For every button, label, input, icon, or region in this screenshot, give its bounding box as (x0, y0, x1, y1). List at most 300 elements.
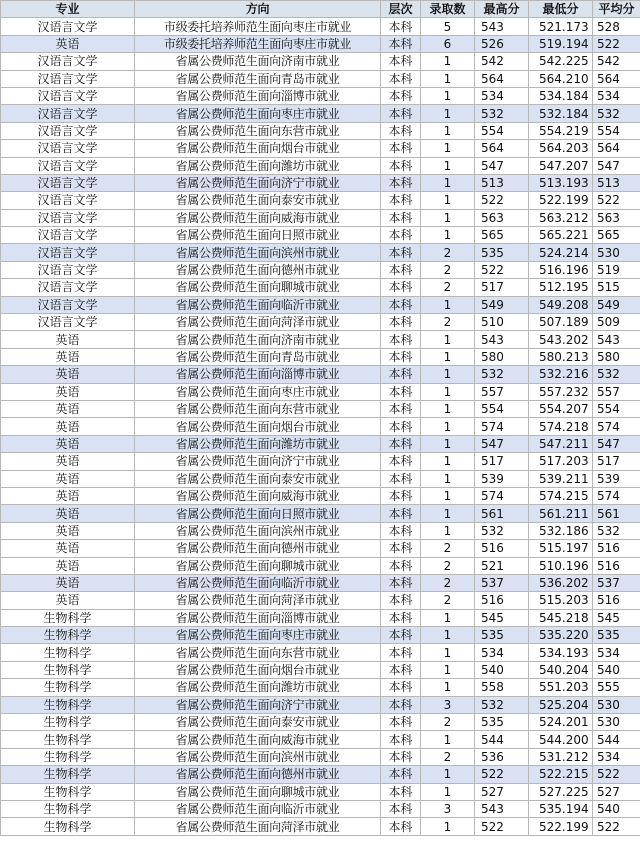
cell-avg-score: 540 (593, 800, 640, 817)
cell-major: 汉语言文学 (1, 279, 135, 296)
cell-min-score: 532.184 (529, 105, 593, 122)
cell-level: 本科 (381, 435, 421, 452)
cell-major: 汉语言文学 (1, 87, 135, 104)
cell-max-score: 549 (475, 296, 529, 313)
cell-min-score: 543.202 (529, 331, 593, 348)
cell-max-score: 543 (475, 800, 529, 817)
cell-admitted-count: 2 (421, 279, 475, 296)
table-row (1, 696, 640, 713)
cell-avg-score: 534 (593, 644, 640, 661)
cell-avg-score: 522 (593, 818, 640, 835)
cell-direction: 省属公费师范生面向潍坊市就业 (135, 679, 381, 696)
cell-level: 本科 (381, 122, 421, 139)
cell-admitted-count: 1 (421, 766, 475, 783)
cell-level: 本科 (381, 714, 421, 731)
cell-max-score: 516 (475, 592, 529, 609)
header-admitted-count: 录取数 (421, 1, 475, 18)
table-row (1, 453, 640, 470)
cell-max-score: 516 (475, 540, 529, 557)
cell-max-score: 564 (475, 140, 529, 157)
table-row (1, 470, 640, 487)
cell-level: 本科 (381, 731, 421, 748)
cell-level: 本科 (381, 505, 421, 522)
cell-min-score: 512.195 (529, 279, 593, 296)
cell-avg-score: 547 (593, 435, 640, 452)
table-row (1, 574, 640, 591)
cell-admitted-count: 3 (421, 696, 475, 713)
cell-direction: 省属公费师范生面向聊城市就业 (135, 279, 381, 296)
cell-max-score: 527 (475, 783, 529, 800)
table-row (1, 522, 640, 539)
cell-max-score: 517 (475, 453, 529, 470)
cell-min-score: 540.204 (529, 661, 593, 678)
cell-admitted-count: 2 (421, 714, 475, 731)
cell-admitted-count: 1 (421, 383, 475, 400)
table-row (1, 487, 640, 504)
cell-major: 汉语言文学 (1, 53, 135, 70)
cell-admitted-count: 2 (421, 748, 475, 765)
cell-max-score: 532 (475, 366, 529, 383)
cell-max-score: 532 (475, 105, 529, 122)
cell-max-score: 517 (475, 279, 529, 296)
cell-level: 本科 (381, 574, 421, 591)
cell-min-score: 551.203 (529, 679, 593, 696)
cell-level: 本科 (381, 227, 421, 244)
cell-level: 本科 (381, 453, 421, 470)
cell-admitted-count: 1 (421, 418, 475, 435)
cell-major: 生物科学 (1, 818, 135, 835)
cell-level: 本科 (381, 140, 421, 157)
cell-avg-score: 532 (593, 522, 640, 539)
cell-level: 本科 (381, 609, 421, 626)
cell-avg-score: 537 (593, 574, 640, 591)
cell-major: 汉语言文学 (1, 18, 135, 35)
header-level: 层次 (381, 1, 421, 18)
table-row (1, 209, 640, 226)
cell-admitted-count: 2 (421, 540, 475, 557)
cell-admitted-count: 1 (421, 470, 475, 487)
cell-level: 本科 (381, 261, 421, 278)
cell-direction: 省属公费师范生面向日照市就业 (135, 505, 381, 522)
cell-direction: 市级委托培养师范生面向枣庄市就业 (135, 35, 381, 52)
cell-avg-score: 547 (593, 157, 640, 174)
cell-min-score: 535.220 (529, 627, 593, 644)
cell-max-score: 544 (475, 731, 529, 748)
cell-level: 本科 (381, 540, 421, 557)
cell-level: 本科 (381, 314, 421, 331)
cell-admitted-count: 1 (421, 87, 475, 104)
cell-major: 英语 (1, 574, 135, 591)
cell-level: 本科 (381, 366, 421, 383)
cell-major: 生物科学 (1, 679, 135, 696)
cell-admitted-count: 1 (421, 105, 475, 122)
cell-level: 本科 (381, 174, 421, 191)
table-row (1, 627, 640, 644)
cell-major: 英语 (1, 557, 135, 574)
cell-min-score: 532.216 (529, 366, 593, 383)
cell-min-score: 524.214 (529, 244, 593, 261)
cell-min-score: 554.219 (529, 122, 593, 139)
cell-avg-score: 555 (593, 679, 640, 696)
cell-avg-score: 532 (593, 366, 640, 383)
cell-min-score: 510.196 (529, 557, 593, 574)
cell-avg-score: 530 (593, 696, 640, 713)
cell-avg-score: 557 (593, 383, 640, 400)
cell-min-score: 563.212 (529, 209, 593, 226)
table-row (1, 296, 640, 313)
cell-direction: 省属公费师范生面向泰安市就业 (135, 470, 381, 487)
cell-admitted-count: 1 (421, 227, 475, 244)
cell-level: 本科 (381, 192, 421, 209)
cell-admitted-count: 1 (421, 122, 475, 139)
cell-avg-score: 522 (593, 35, 640, 52)
cell-min-score: 522.199 (529, 192, 593, 209)
cell-max-score: 535 (475, 714, 529, 731)
cell-level: 本科 (381, 522, 421, 539)
cell-avg-score: 542 (593, 53, 640, 70)
cell-level: 本科 (381, 331, 421, 348)
header-max-score: 最高分 (475, 1, 529, 18)
cell-admitted-count: 1 (421, 174, 475, 191)
cell-admitted-count: 6 (421, 35, 475, 52)
cell-direction: 省属公费师范生面向潍坊市就业 (135, 435, 381, 452)
cell-direction: 省属公费师范生面向菏泽市就业 (135, 592, 381, 609)
cell-max-score: 574 (475, 418, 529, 435)
header-min-score: 最低分 (529, 1, 593, 18)
cell-min-score: 515.203 (529, 592, 593, 609)
cell-max-score: 561 (475, 505, 529, 522)
cell-level: 本科 (381, 296, 421, 313)
cell-max-score: 557 (475, 383, 529, 400)
cell-avg-score: 515 (593, 279, 640, 296)
cell-direction: 省属公费师范生面向德州市就业 (135, 766, 381, 783)
cell-max-score: 522 (475, 766, 529, 783)
cell-min-score: 547.211 (529, 435, 593, 452)
cell-min-score: 561.211 (529, 505, 593, 522)
cell-admitted-count: 1 (421, 140, 475, 157)
cell-admitted-count: 1 (421, 627, 475, 644)
cell-direction: 省属公费师范生面向烟台市就业 (135, 661, 381, 678)
table-row (1, 505, 640, 522)
cell-direction: 省属公费师范生面向青岛市就业 (135, 70, 381, 87)
cell-level: 本科 (381, 53, 421, 70)
cell-min-score: 544.200 (529, 731, 593, 748)
cell-max-score: 534 (475, 644, 529, 661)
cell-admitted-count: 2 (421, 574, 475, 591)
cell-direction: 省属公费师范生面向东营市就业 (135, 400, 381, 417)
cell-major: 汉语言文学 (1, 174, 135, 191)
cell-max-score: 545 (475, 609, 529, 626)
cell-direction: 省属公费师范生面向菏泽市就业 (135, 818, 381, 835)
cell-direction: 省属公费师范生面向东营市就业 (135, 122, 381, 139)
cell-major: 汉语言文学 (1, 261, 135, 278)
cell-direction: 省属公费师范生面向滨州市就业 (135, 748, 381, 765)
cell-admitted-count: 1 (421, 453, 475, 470)
table-row (1, 53, 640, 70)
cell-max-score: 521 (475, 557, 529, 574)
table-row (1, 18, 640, 35)
table-row (1, 174, 640, 191)
cell-admitted-count: 1 (421, 818, 475, 835)
cell-admitted-count: 1 (421, 505, 475, 522)
cell-level: 本科 (381, 644, 421, 661)
cell-max-score: 564 (475, 70, 529, 87)
cell-major: 生物科学 (1, 748, 135, 765)
header-row (1, 1, 640, 18)
cell-max-score: 543 (475, 18, 529, 35)
cell-level: 本科 (381, 18, 421, 35)
cell-max-score: 580 (475, 348, 529, 365)
cell-min-score: 565.221 (529, 227, 593, 244)
cell-direction: 省属公费师范生面向淄博市就业 (135, 87, 381, 104)
cell-admitted-count: 2 (421, 557, 475, 574)
cell-min-score: 513.193 (529, 174, 593, 191)
cell-direction: 省属公费师范生面向威海市就业 (135, 209, 381, 226)
cell-max-score: 510 (475, 314, 529, 331)
cell-major: 汉语言文学 (1, 314, 135, 331)
cell-avg-score: 565 (593, 227, 640, 244)
cell-major: 生物科学 (1, 800, 135, 817)
table-row (1, 540, 640, 557)
table-row (1, 731, 640, 748)
cell-major: 生物科学 (1, 731, 135, 748)
cell-min-score: 536.202 (529, 574, 593, 591)
cell-major: 汉语言文学 (1, 192, 135, 209)
cell-admitted-count: 2 (421, 261, 475, 278)
cell-avg-score: 540 (593, 661, 640, 678)
table-row (1, 383, 640, 400)
cell-level: 本科 (381, 244, 421, 261)
cell-max-score: 539 (475, 470, 529, 487)
cell-major: 汉语言文学 (1, 209, 135, 226)
table-row (1, 400, 640, 417)
cell-avg-score: 535 (593, 627, 640, 644)
cell-avg-score: 532 (593, 105, 640, 122)
cell-min-score: 580.213 (529, 348, 593, 365)
table-row (1, 105, 640, 122)
cell-major: 英语 (1, 400, 135, 417)
table-row (1, 314, 640, 331)
cell-level: 本科 (381, 766, 421, 783)
table-row (1, 800, 640, 817)
cell-level: 本科 (381, 35, 421, 52)
cell-direction: 省属公费师范生面向济宁市就业 (135, 453, 381, 470)
cell-major: 英语 (1, 453, 135, 470)
cell-direction: 省属公费师范生面向德州市就业 (135, 261, 381, 278)
cell-level: 本科 (381, 105, 421, 122)
table-row (1, 244, 640, 261)
cell-avg-score: 517 (593, 453, 640, 470)
cell-min-score: 535.194 (529, 800, 593, 817)
cell-direction: 省属公费师范生面向德州市就业 (135, 540, 381, 557)
table-row (1, 592, 640, 609)
cell-max-score: 547 (475, 435, 529, 452)
table-row (1, 818, 640, 835)
cell-avg-score: 544 (593, 731, 640, 748)
cell-level: 本科 (381, 209, 421, 226)
table-row (1, 644, 640, 661)
cell-max-score: 565 (475, 227, 529, 244)
cell-direction: 省属公费师范生面向青岛市就业 (135, 348, 381, 365)
cell-min-score: 539.211 (529, 470, 593, 487)
cell-max-score: 535 (475, 627, 529, 644)
table-row (1, 748, 640, 765)
cell-level: 本科 (381, 592, 421, 609)
cell-avg-score: 549 (593, 296, 640, 313)
table-row (1, 418, 640, 435)
cell-admitted-count: 1 (421, 296, 475, 313)
cell-min-score: 534.193 (529, 644, 593, 661)
cell-major: 英语 (1, 366, 135, 383)
cell-major: 英语 (1, 505, 135, 522)
cell-avg-score: 534 (593, 748, 640, 765)
cell-level: 本科 (381, 470, 421, 487)
cell-major: 汉语言文学 (1, 157, 135, 174)
cell-avg-score: 513 (593, 174, 640, 191)
cell-min-score: 507.189 (529, 314, 593, 331)
cell-max-score: 540 (475, 661, 529, 678)
cell-direction: 省属公费师范生面向枣庄市就业 (135, 627, 381, 644)
cell-major: 汉语言文学 (1, 70, 135, 87)
cell-max-score: 558 (475, 679, 529, 696)
cell-avg-score: 527 (593, 783, 640, 800)
cell-min-score: 549.208 (529, 296, 593, 313)
cell-max-score: 554 (475, 400, 529, 417)
cell-level: 本科 (381, 487, 421, 504)
cell-major: 英语 (1, 35, 135, 52)
header-major: 专业 (1, 1, 135, 18)
cell-min-score: 574.215 (529, 487, 593, 504)
cell-avg-score: 545 (593, 609, 640, 626)
cell-admitted-count: 1 (421, 522, 475, 539)
cell-admitted-count: 1 (421, 400, 475, 417)
table-body (1, 18, 640, 835)
cell-level: 本科 (381, 661, 421, 678)
cell-max-score: 532 (475, 522, 529, 539)
table-row (1, 70, 640, 87)
cell-max-score: 542 (475, 53, 529, 70)
cell-avg-score: 509 (593, 314, 640, 331)
cell-avg-score: 539 (593, 470, 640, 487)
header-avg-score: 平均分 (593, 1, 640, 18)
table-row (1, 261, 640, 278)
cell-min-score: 522.199 (529, 818, 593, 835)
cell-level: 本科 (381, 348, 421, 365)
table-row (1, 192, 640, 209)
cell-major: 英语 (1, 435, 135, 452)
cell-direction: 省属公费师范生面向威海市就业 (135, 731, 381, 748)
table-row (1, 714, 640, 731)
cell-max-score: 536 (475, 748, 529, 765)
cell-min-score: 516.196 (529, 261, 593, 278)
cell-level: 本科 (381, 279, 421, 296)
cell-major: 汉语言文学 (1, 105, 135, 122)
cell-max-score: 554 (475, 122, 529, 139)
cell-avg-score: 554 (593, 400, 640, 417)
cell-avg-score: 554 (593, 122, 640, 139)
cell-max-score: 535 (475, 244, 529, 261)
table-row (1, 661, 640, 678)
cell-major: 英语 (1, 383, 135, 400)
cell-admitted-count: 1 (421, 331, 475, 348)
cell-max-score: 522 (475, 818, 529, 835)
cell-level: 本科 (381, 87, 421, 104)
cell-min-score: 517.203 (529, 453, 593, 470)
cell-direction: 省属公费师范生面向济宁市就业 (135, 696, 381, 713)
table-row (1, 609, 640, 626)
cell-avg-score: 563 (593, 209, 640, 226)
cell-min-score: 545.218 (529, 609, 593, 626)
cell-admitted-count: 1 (421, 70, 475, 87)
cell-major: 生物科学 (1, 609, 135, 626)
cell-major: 汉语言文学 (1, 296, 135, 313)
cell-major: 英语 (1, 418, 135, 435)
cell-direction: 省属公费师范生面向聊城市就业 (135, 557, 381, 574)
cell-direction: 省属公费师范生面向泰安市就业 (135, 714, 381, 731)
cell-min-score: 554.207 (529, 400, 593, 417)
cell-avg-score: 561 (593, 505, 640, 522)
cell-level: 本科 (381, 157, 421, 174)
cell-major: 英语 (1, 348, 135, 365)
cell-min-score: 531.212 (529, 748, 593, 765)
cell-admitted-count: 2 (421, 592, 475, 609)
cell-level: 本科 (381, 383, 421, 400)
cell-level: 本科 (381, 800, 421, 817)
cell-level: 本科 (381, 70, 421, 87)
cell-min-score: 564.203 (529, 140, 593, 157)
cell-direction: 省属公费师范生面向济宁市就业 (135, 174, 381, 191)
cell-major: 生物科学 (1, 714, 135, 731)
cell-major: 英语 (1, 470, 135, 487)
table-row (1, 122, 640, 139)
cell-major: 英语 (1, 331, 135, 348)
table-row (1, 766, 640, 783)
table-row (1, 140, 640, 157)
cell-direction: 省属公费师范生面向东营市就业 (135, 644, 381, 661)
table-row (1, 331, 640, 348)
cell-direction: 省属公费师范生面向淄博市就业 (135, 366, 381, 383)
cell-admitted-count: 1 (421, 783, 475, 800)
cell-avg-score: 564 (593, 140, 640, 157)
cell-admitted-count: 1 (421, 366, 475, 383)
cell-min-score: 532.186 (529, 522, 593, 539)
cell-min-score: 542.225 (529, 53, 593, 70)
cell-max-score: 534 (475, 87, 529, 104)
header-direction: 方向 (135, 1, 381, 18)
cell-avg-score: 522 (593, 192, 640, 209)
cell-major: 生物科学 (1, 783, 135, 800)
cell-avg-score: 574 (593, 487, 640, 504)
cell-major: 汉语言文学 (1, 122, 135, 139)
cell-avg-score: 516 (593, 592, 640, 609)
cell-direction: 省属公费师范生面向枣庄市就业 (135, 383, 381, 400)
cell-direction: 省属公费师范生面向滨州市就业 (135, 244, 381, 261)
cell-avg-score: 530 (593, 714, 640, 731)
cell-admitted-count: 3 (421, 800, 475, 817)
cell-admitted-count: 1 (421, 157, 475, 174)
cell-level: 本科 (381, 783, 421, 800)
cell-avg-score: 516 (593, 557, 640, 574)
cell-admitted-count: 1 (421, 609, 475, 626)
cell-max-score: 563 (475, 209, 529, 226)
cell-max-score: 522 (475, 261, 529, 278)
cell-max-score: 537 (475, 574, 529, 591)
cell-direction: 省属公费师范生面向济南市就业 (135, 53, 381, 70)
cell-admitted-count: 5 (421, 18, 475, 35)
cell-avg-score: 516 (593, 540, 640, 557)
cell-major: 生物科学 (1, 627, 135, 644)
cell-direction: 省属公费师范生面向临沂市就业 (135, 800, 381, 817)
